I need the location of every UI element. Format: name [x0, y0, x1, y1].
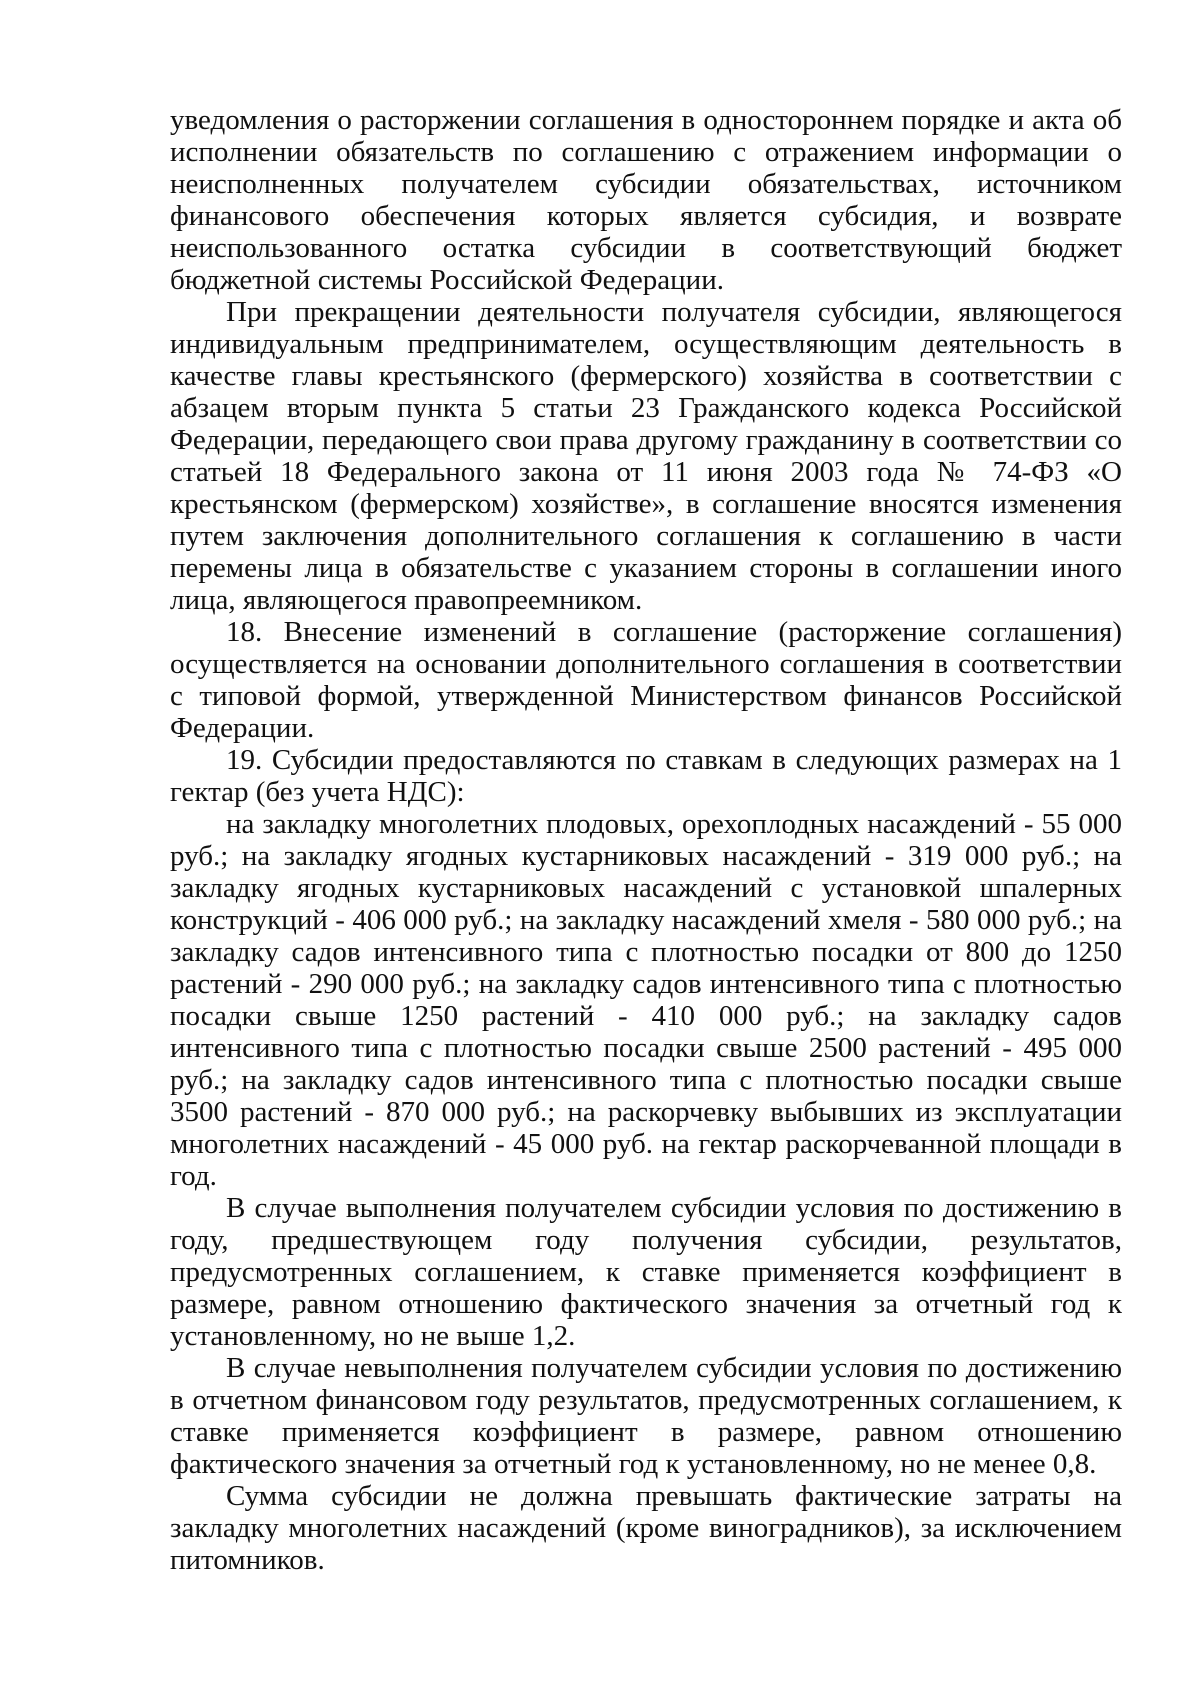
document-page [170, 104, 1122, 1576]
paragraph-subsidy-limit: Сумма субсидии не должна превышать фактические затраты на закладку многолетних насаждений (кроме виноградников), за исключением питомников. [170, 1480, 1122, 1576]
paragraph-rates: на закладку многолетних плодовых, орехоплодных насаждений - 55 000 руб.; на закладку ягодных кустарниковых насаждений - 319 000 руб.; на закладку ягодных кустарниковых насаждений с установкой шпалерных конструкций - 406 000 руб.; на закладку насаждений хмеля - 580 000 руб.; на закладку садов интенсивного типа с плотностью посадки от 800 до 1250 растений - 290 000 руб.; на закладку садов интенсивного типа с плотностью посадки свыше 1250 растений - 410 000 руб.; на закладку садов интенсивного типа с плотностью посадки свыше 2500 растений - 495 000 руб.; на закладку садов интенсивного типа с плотностью посадки свыше 3500 растений - 870 000 руб.; на раскорчевку выбывших из эксплуатации многолетних насаждений - 45 000 руб. на гектар раскорчеванной площади в год. [170, 808, 1122, 1192]
paragraph-coefficient-high: В случае выполнения получателем субсидии условия по достижению в году, предшествующем году получения субсидии, результатов, предусмотренных соглашением, к ставке применяется коэффициент в размере, равном отношению фактического значения за отчетный год к установленному, но не выше 1,2. [170, 1192, 1122, 1352]
paragraph-notice-termination: уведомления о расторжении соглашения в одностороннем порядке и акта об исполнении обязательств по соглашению с отражением информации о неисполненных получателем субсидии обязательствах, источником финансового обеспечения которых является субсидия, и возврате неиспользованного остатка субсидии в соответствующий бюджет бюджетной системы Российской Федерации. [170, 104, 1122, 296]
paragraph-farm-termination: При прекращении деятельности получателя субсидии, являющегося индивидуальным предпринимателем, осуществляющим деятельность в качестве главы крестьянского (фермерского) хозяйства в соответствии с абзацем вторым пункта 5 статьи 23 Гражданского кодекса Российской Федерации, передающего свои права другому гражданину в соответствии со статьей 18 Федерального закона от 11 июня 2003 года № 74-ФЗ «О крестьянском (фермерском) хозяйстве», в соглашение вносятся изменения путем заключения дополнительного соглашения к соглашению в части перемены лица в обязательстве с указанием стороны в соглашении иного лица, являющегося правопреемником. [170, 296, 1122, 616]
paragraph-item-19: 19. Субсидии предоставляются по ставкам в следующих размерах на 1 гектар (без учета НДС): [170, 744, 1122, 808]
paragraph-coefficient-low: В случае невыполнения получателем субсидии условия по достижению в отчетном финансовом году результатов, предусмотренных соглашением, к ставке применяется коэффициент в размере, равном отношению фактического значения за отчетный год к установленному, но не менее 0,8. [170, 1352, 1122, 1480]
paragraph-item-18: 18. Внесение изменений в соглашение (расторжение соглашения) осуществляется на основании дополнительного соглашения в соответствии с типовой формой, утвержденной Министерством финансов Российской Федерации. [170, 616, 1122, 744]
